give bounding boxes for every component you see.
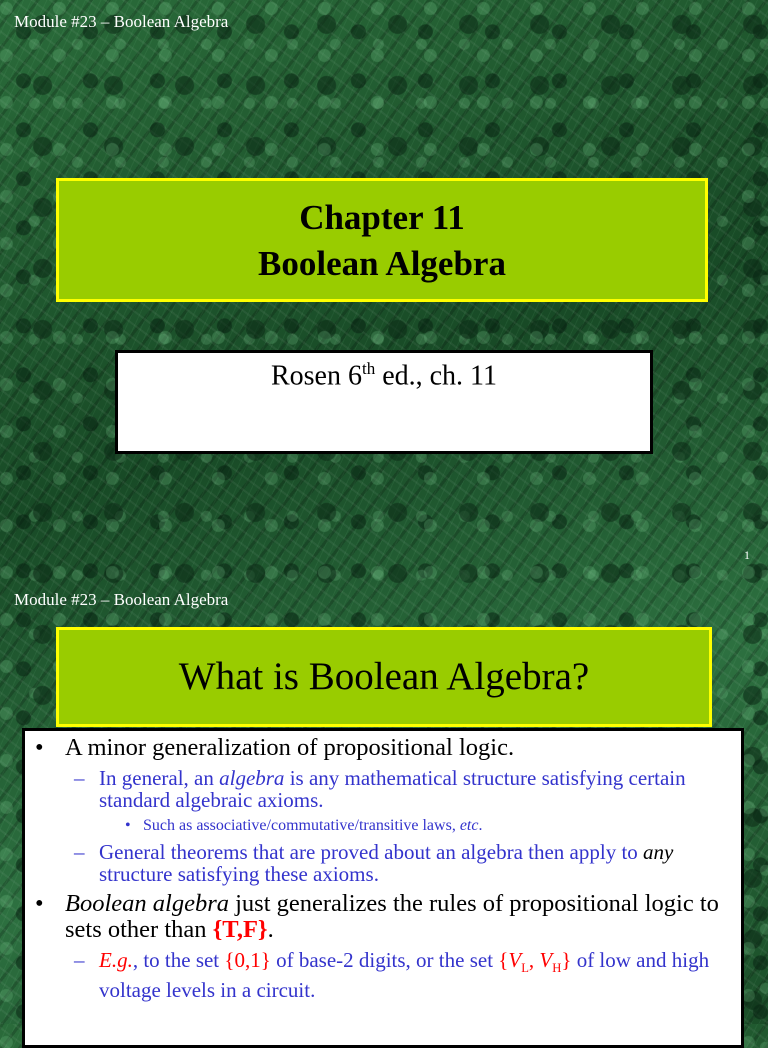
slide-2 bbox=[0, 585, 768, 1024]
bullet-text: A minor generalization of propositional logic. bbox=[65, 734, 515, 761]
sub-bullet-item: – E.g., to the set {0,1} of base-2 digits, or the set {$V_L$, $V_H$} of low and high voltage levels in a circuit. bbox=[74, 948, 710, 1003]
slide-header: Module #23 – Boolean Algebra bbox=[14, 12, 229, 31]
emphasis-boolean-algebra: Boolean algebra bbox=[65, 890, 229, 917]
title-box bbox=[56, 178, 708, 302]
sub-sub-bullet-item: • Such as associative/commutative/transitive laws, etc. bbox=[125, 817, 483, 834]
content-box bbox=[22, 728, 744, 1048]
bullet-dot-icon: • bbox=[35, 734, 44, 761]
set-01: {0,1} bbox=[224, 948, 271, 972]
slide-header: Module #23 – Boolean Algebra bbox=[14, 590, 229, 609]
chapter-title: Chapter 11 bbox=[299, 198, 465, 237]
emphasis-any: any bbox=[643, 840, 674, 864]
bullet-item bbox=[33, 735, 735, 761]
sub-bullet-item: – In general, an algebra is any mathematical structure satisfying certain standard algebraic axioms. bbox=[74, 766, 686, 812]
sub-bullet-item: – General theorems that are proved about an algebra then apply to any structure satisfying these axioms. bbox=[74, 840, 674, 886]
bullet-dot-icon: • bbox=[125, 817, 131, 834]
bullet-item: • Boolean algebra just generalizes the rules of propositional logic to sets other than {T,F}. bbox=[35, 890, 719, 943]
dash-icon: – bbox=[74, 766, 85, 790]
chapter-subtitle: Boolean Algebra bbox=[258, 244, 506, 283]
emphasis-algebra: algebra bbox=[219, 766, 285, 790]
reference-text-post: ed., ch. 11 bbox=[375, 360, 498, 392]
emphasis-etc: etc bbox=[459, 817, 479, 834]
page-number: 1 bbox=[744, 548, 750, 562]
emphasis-eg: E.g. bbox=[99, 948, 133, 972]
reference-box bbox=[115, 350, 653, 454]
set-tf: {T,F} bbox=[212, 916, 268, 943]
dash-icon: – bbox=[74, 948, 85, 972]
reference-text-pre: Rosen 6 bbox=[270, 360, 362, 392]
slide-title: What is Boolean Algebra? bbox=[56, 627, 712, 727]
bullet-dot-icon: • bbox=[35, 890, 44, 917]
dash-icon: – bbox=[74, 840, 85, 864]
reference-sup: th bbox=[361, 359, 376, 378]
